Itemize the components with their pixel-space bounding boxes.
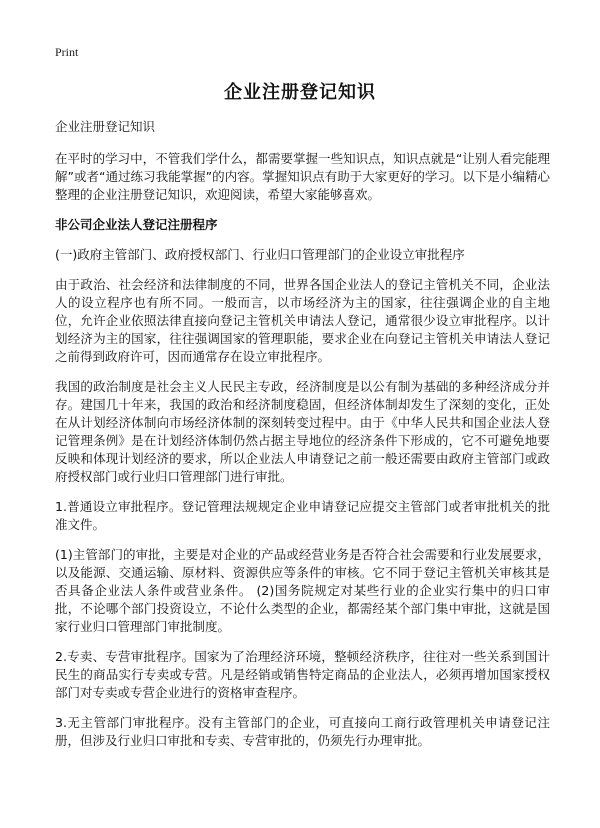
body-paragraph: (1)主管部门的审批，主要是对企业的产品或经营业务是否符合社会需要和行业发展要求，以及能源、交通运输、原材料、资源供应等条件的审核。它不同于登记主管机关审核其是否具备企业法人条件或营业条件。 (2)国务院规定对某些行业的企业实行集中的归口审批，不论哪个部门投资设立，不论什么类型的企业，都需经某个部门集中审批，这就是国家行业归口管理部门审批制度。	[55, 547, 550, 634]
print-link[interactable]: Print	[55, 45, 79, 59]
body-paragraph: 3.无主管部门审批程序。没有主管部门的企业，可直接向工商行政管理机关申请登记注册，但涉及行业归口审批和专卖、专营审批的，仍须先行办理审批。	[55, 715, 550, 748]
document-body	[55, 118, 550, 762]
body-paragraph: 2.专卖、专营审批程序。国家为了治理经济环境，整顿经济秩序，往往对一些关系到国计民生的商品实行专卖或专营。凡是经销或销售特定商品的企业法人，必须再增加国家授权部门对专卖或专营企业进行的资格审查程序。	[55, 649, 550, 700]
body-paragraph: 由于政治、社会经济和法律制度的不同，世界各国企业法人的登记主管机关不同，企业法人的设立程序也有所不同。一般而言，以市场经济为主的国家，往往强调企业的自主地位，允许企业依照法律直接向登记主管机关申请法人登记，通常很少设立审批程序。以计划经济为主的国家，往往强调国家的管理职能，要求企业在向登记主管机关申请法人登记之前得到政府许可，因而通常存在设立审批程序。	[55, 277, 550, 364]
document-subtitle: 企业注册登记知识	[55, 119, 156, 134]
intro-paragraph: 在平时的学习中，不管我们学什么，都需要掌握一些知识点，知识点就是“让别人看完能理解”或者“通过练习我能掌握”的内容。掌握知识点有助于大家更好的学习。以下是小编精心整理的企业注册登记知识，欢迎阅读，希望大家能够喜欢。	[55, 151, 550, 202]
body-paragraph: 1.普通设立审批程序。登记管理法规规定企业申请登记应提交主管部门或者审批机关的批准文件。	[55, 499, 550, 532]
section-heading: 非公司企业法人登记注册程序	[55, 217, 218, 232]
section-subheading: (一)政府主管部门、政府授权部门、行业归口管理部门的企业设立审批程序	[55, 247, 465, 262]
document-title: 企业注册登记知识	[224, 82, 376, 103]
body-paragraph: 我国的政治制度是社会主义人民民主专政，经济制度是以公有制为基础的多种经济成分并存。建国几十年来，我国的政治和经济制度稳固，但经济体制却发生了深刻的变化，正处在从计划经济体制向市场经济体制的深刻转变过程中。由于《中华人民共和国企业法人登记管理条例》是在计划经济体制仍然占据主导地位的经济条件下形成的，它不可避免地要反映和体现计划经济的要求，所以企业法人申请登记之前一般还需要由政府主管部门或政府授权部门或行业归口管理部门进行审批。	[55, 379, 550, 484]
